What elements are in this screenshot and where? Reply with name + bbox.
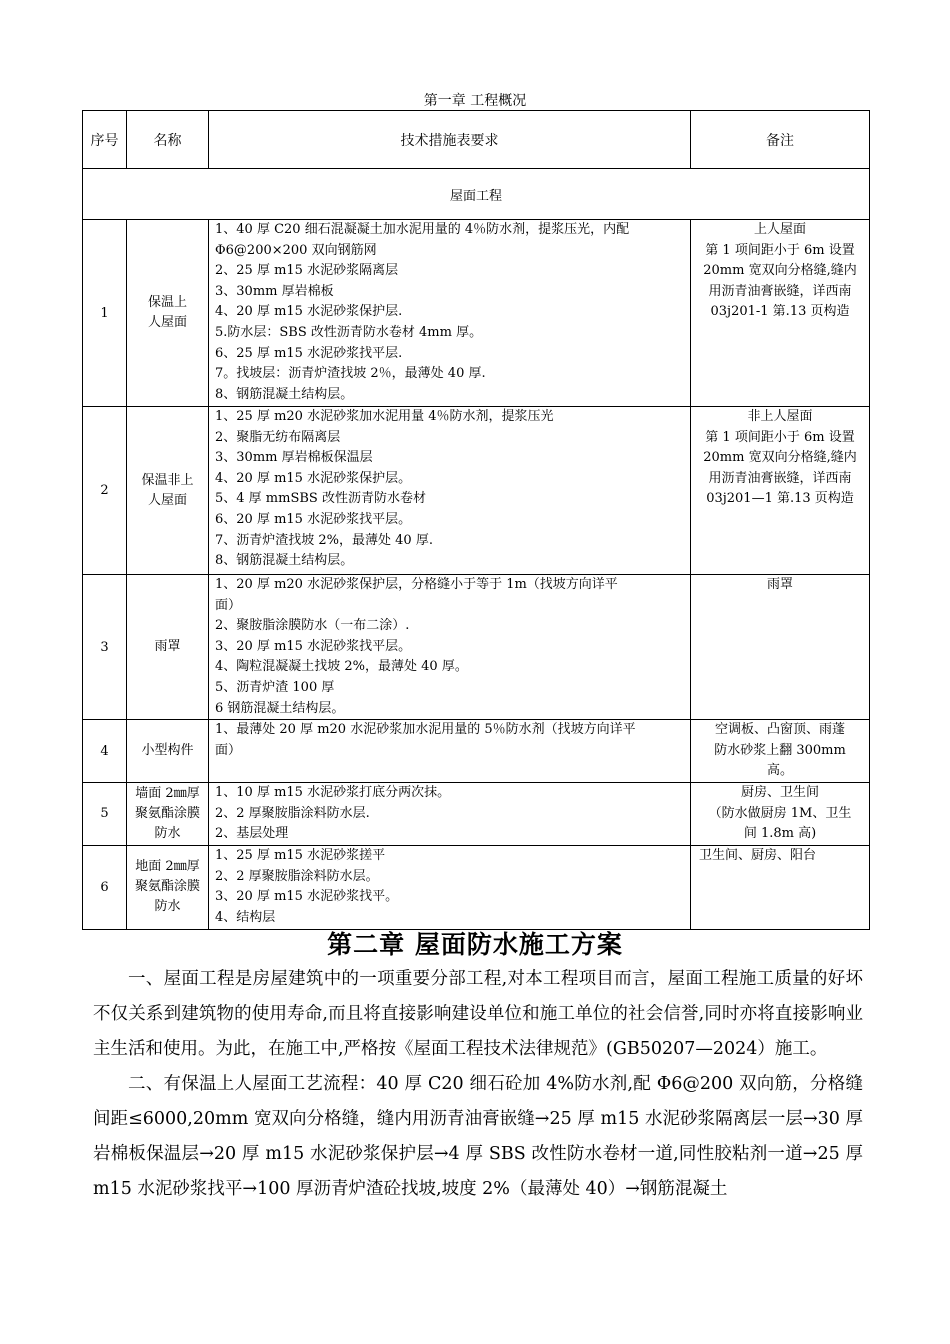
- tech-line: Φ6@200×200 双向钢筋网: [215, 242, 377, 258]
- tech-line: 面）: [215, 597, 242, 613]
- row-note: [691, 845, 870, 929]
- note-line: 20mm 宽双向分格缝,缝内: [703, 450, 857, 466]
- row-name-line: 雨罩: [154, 639, 181, 655]
- note-line: 第 1 项间距小于 6m 设置: [705, 429, 855, 445]
- row-name-line: 防水: [154, 825, 181, 841]
- row-name: [127, 407, 209, 575]
- tech-line: 7。找坡层：沥青炉渣找坡 2％，最薄处 40 厚.: [215, 366, 486, 382]
- header-name: 名称: [127, 111, 209, 169]
- chapter2-title: 第二章 屋面防水施工方案: [327, 930, 623, 959]
- row-note: [691, 220, 870, 407]
- tech-line: 7、沥青炉渣找坡 2%，最薄处 40 厚.: [215, 532, 433, 548]
- chapter2-body: [93, 962, 863, 1207]
- tech-line: 1、40 厚 C20 细石混凝凝土加水泥用量的 4％防水剂，提浆压光，内配: [215, 222, 630, 237]
- row-name-line: 保温上: [147, 295, 187, 310]
- note-line: 用沥青油膏嵌缝，详西南: [708, 470, 852, 486]
- note-line: 厨房、卫生间: [740, 784, 819, 800]
- row-name: [127, 782, 209, 845]
- tech-line: 8、钢筋混凝土结构层。: [215, 553, 354, 569]
- row-name-line: 人屋面: [147, 315, 187, 330]
- chapter1-title: 第一章 工程概况: [423, 93, 527, 109]
- note-line: 上人屋面: [753, 222, 806, 237]
- tech-line: 3、20 厚 m15 水泥砂浆找平。: [215, 889, 399, 905]
- tech-line: 6、25 厚 m15 水泥砂浆找平层.: [215, 345, 403, 361]
- row-name-line: 保温非上: [141, 472, 194, 488]
- row-name-line: 墙面 2㎜厚: [135, 785, 200, 801]
- note-line: 03j201—1 第.13 页构造: [706, 491, 854, 507]
- row-name-line: 聚氨酯涂膜: [134, 879, 200, 895]
- tech-line: 4、20 厚 m15 水泥砂浆保护层.: [215, 304, 403, 320]
- tech-line: 6 钢筋混凝土结构层。: [215, 700, 345, 716]
- row-name-line: 地面 2㎜厚: [135, 859, 200, 875]
- table-row: [83, 220, 870, 407]
- table-row: [83, 720, 870, 783]
- row-tech: [209, 220, 691, 407]
- tech-line: 2、2 厚聚胺脂涂料防水层.: [215, 805, 370, 821]
- note-line: 卫生间、厨房、阳台: [699, 847, 817, 863]
- row-no: 1: [83, 220, 127, 407]
- note-line: 防水砂浆上翻 300mm: [714, 742, 846, 758]
- tech-line: 3、30mm 厚岩棉板保温层: [215, 450, 373, 466]
- note-line: 第 1 项间距小于 6m 设置: [705, 242, 855, 258]
- tech-line: 1、20 厚 m20 水泥砂浆保护层，分格缝小于等于 1m（找坡方向详平: [215, 577, 618, 592]
- tech-line: 2、聚脂无纺布隔离层: [215, 429, 341, 445]
- note-line: 空调板、凸窗顶、雨蓬: [714, 722, 845, 738]
- row-name-line: 人屋面: [147, 492, 187, 508]
- header-note: 备注: [691, 111, 870, 169]
- tech-line: 2、25 厚 m15 水泥砂浆隔离层: [215, 263, 399, 279]
- row-name: [127, 845, 209, 929]
- row-note: [691, 575, 870, 720]
- header-no: 序号: [83, 111, 127, 169]
- tech-line: 3、30mm 厚岩棉板: [215, 283, 334, 299]
- row-note: [691, 720, 870, 783]
- row-tech: [209, 720, 691, 783]
- row-tech: [209, 782, 691, 845]
- tech-line: 1、10 厚 m15 水泥砂浆打底分两次抹。: [215, 784, 451, 800]
- row-no: 4: [83, 720, 127, 783]
- section-row: [83, 169, 870, 220]
- row-name: [127, 575, 209, 720]
- tech-line: 4、陶粒混凝凝土找坡 2%，最薄处 40 厚。: [215, 659, 468, 675]
- row-no: 6: [83, 845, 127, 929]
- row-name-line: 聚氨酯涂膜: [134, 805, 200, 821]
- tech-line: 4、结构层: [215, 909, 276, 925]
- tech-line: 5、4 厚 mmSBS 改性沥青防水卷材: [215, 491, 426, 507]
- row-note: [691, 782, 870, 845]
- tech-line: 3、20 厚 m15 水泥砂浆找平层。: [215, 638, 412, 654]
- table-row: [83, 782, 870, 845]
- tech-line: 6、20 厚 m15 水泥砂浆找平层。: [215, 511, 412, 527]
- note-line: 雨罩: [766, 577, 793, 592]
- tech-line: 8、钢筋混凝土结构层。: [215, 386, 354, 402]
- note-line: 非上人屋面: [747, 409, 813, 424]
- paragraph: 二、有保温上人屋面工艺流程：40 厚 C20 细石砼加 4%防水剂,配 Φ6@200 双向筋，分格缝间距≤6000,20mm 宽双向分格缝，缝内用沥青油膏嵌缝→25 厚 m15 水泥砂浆隔离层一层→30 厚岩棉板保温层→20 厚 m15 水泥砂浆保护层→4 厚 SBS 改性防水卷材一道,同性胶粘剂一道→25 厚 m15 水泥砂浆找平→100 厚沥青炉渣砼找坡,坡度 2%（最薄处 40）→钢筋混凝土: [93, 1074, 863, 1199]
- note-line: 03j201-1 第.13 页构造: [710, 304, 850, 320]
- row-tech: [209, 845, 691, 929]
- row-note: [691, 407, 870, 575]
- tech-line: 1、25 厚 m20 水泥砂浆加水泥用量 4％防水剂，提浆压光: [215, 409, 554, 424]
- note-line: （防水做厨房 1M、卫生: [708, 805, 852, 821]
- table-row: [83, 407, 870, 575]
- tech-line: 5、沥青炉渣 100 厚: [215, 679, 335, 695]
- note-line: 20mm 宽双向分格缝,缝内: [703, 263, 857, 279]
- tech-line: 2、聚胺脂涂膜防水（一布二涂）.: [215, 618, 410, 634]
- row-tech: [209, 575, 691, 720]
- row-name: [127, 720, 209, 783]
- table-header-row: [83, 111, 870, 169]
- row-name: [127, 220, 209, 407]
- paragraph: 一、屋面工程是房屋建筑中的一项重要分部工程,对本工程项目而言，屋面工程施工质量的好坏不仅关系到建筑物的使用寿命,而且将直接影响建设单位和施工单位的社会信誉,同时亦将直接影响业主生活和使用。为此，在施工中,严格按《屋面工程技术法律规范》(GB50207—2024）施工。: [93, 969, 863, 1059]
- row-no: 3: [83, 575, 127, 720]
- tech-line: 面）: [215, 742, 242, 758]
- row-name-line: 防水: [154, 899, 181, 915]
- tech-line: 2、基层处理: [215, 826, 289, 842]
- section-title: 屋面工程: [83, 169, 870, 220]
- row-no: 2: [83, 407, 127, 575]
- table-row: [83, 575, 870, 720]
- tech-line: 2、2 厚聚胺脂涂料防水层。: [215, 868, 379, 884]
- tech-line: 1、最薄处 20 厚 m20 水泥砂浆加水泥用量的 5％防水剂（找坡方向详平: [215, 722, 636, 738]
- note-line: 高。: [766, 763, 793, 779]
- tech-line: 5.防水层：SBS 改性沥青防水卷材 4mm 厚。: [215, 324, 483, 340]
- row-no: 5: [83, 782, 127, 845]
- table-row: [83, 845, 870, 929]
- tech-line: 4、20 厚 m15 水泥砂浆保护层。: [215, 470, 412, 486]
- row-tech: [209, 407, 691, 575]
- roof-spec-table: [82, 110, 870, 930]
- note-line: 间 1.8m 高): [743, 826, 817, 842]
- header-tech: 技术措施表要求: [209, 111, 691, 169]
- note-line: 用沥青油膏嵌缝，详西南: [708, 283, 852, 299]
- tech-line: 1、25 厚 m15 水泥砂浆搓平: [215, 847, 386, 863]
- row-name-line: 小型构件: [141, 743, 194, 759]
